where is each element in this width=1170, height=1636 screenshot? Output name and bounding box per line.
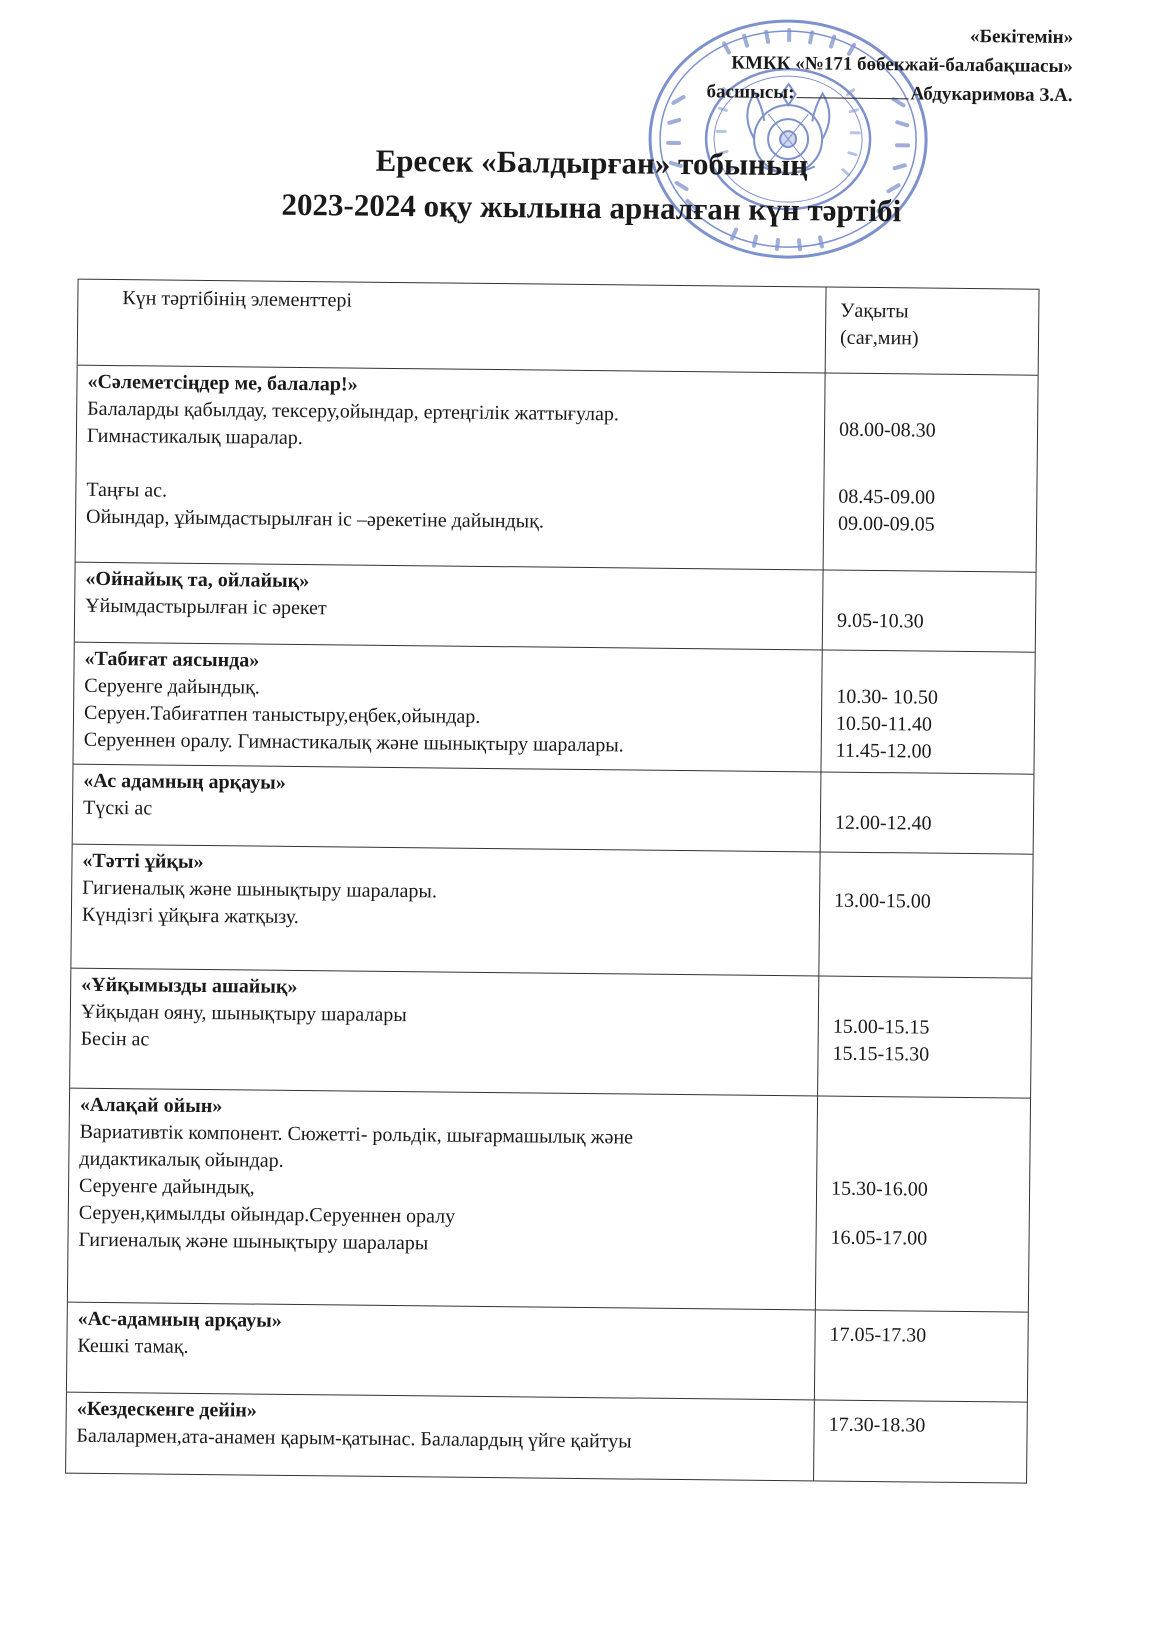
time-value: 13.00-15.00	[834, 889, 931, 913]
activity-line: Серуеннен оралу. Гимнастикалық және шынықтыру шаралары.	[83, 728, 624, 757]
activity-line: Серуен.Табиғатпен таныстыру,еңбек,ойындар.	[83, 701, 481, 728]
time-header-label: Уақыты	[840, 299, 909, 323]
time-cell	[814, 1400, 1027, 1482]
activity-heading: «Алақай ойын»	[79, 1093, 223, 1118]
time-value: 9.05-10.30	[836, 609, 924, 633]
activity-line: Ұйымдастырылған іс әрекет	[85, 594, 327, 620]
director-name: Абдукаримова З.А.	[910, 83, 1073, 107]
column-header-time	[826, 288, 1039, 375]
signature-line	[796, 83, 908, 99]
activity-cell	[74, 643, 823, 772]
activity-line: Серуен,қимылды ойындар.Серуеннен оралу	[78, 1201, 456, 1228]
time-value: 10.30- 10.50	[836, 685, 939, 709]
activity-line: Күндізгі ұйқыға жатқызу.	[81, 903, 299, 929]
time-cell	[815, 1310, 1028, 1401]
table-row	[76, 366, 1038, 573]
time-cell	[821, 650, 1034, 773]
table-row	[73, 765, 1034, 855]
activity-line: Таңғы ас.	[86, 478, 168, 502]
activity-cell	[68, 1089, 818, 1310]
director-label: басшысы:	[706, 81, 795, 104]
organization-name: КМКК «№171 бөбекжай-балабақшасы»	[731, 52, 1073, 78]
activity-line: Гигиеналық және шынықтыру шаралары	[78, 1228, 429, 1255]
activity-line: Гимнастикалық шаралар.	[86, 424, 303, 450]
time-value: 08.45-09.00	[838, 485, 936, 509]
time-header-unit: (сағ,мин)	[839, 326, 919, 350]
time-value: 16.05-17.00	[830, 1226, 928, 1250]
activity-line: Вариативтік компонент. Сюжетті- рольдік, шығармашылық және	[79, 1120, 634, 1149]
activity-line: Балаларды қабылдау, тексеру,ойындар, ертеңгілік жаттығулар.	[87, 397, 620, 426]
time-cell	[821, 772, 1034, 853]
time-value: 15.30-16.00	[830, 1177, 928, 1201]
activity-line: Серуенге дайындық.	[84, 674, 260, 699]
activity-line: Гигиеналық және шынықтыру шаралары.	[82, 876, 437, 903]
table-row	[75, 563, 1036, 653]
table-header-row	[78, 280, 1039, 376]
activity-cell	[70, 969, 819, 1096]
time-cell	[823, 570, 1036, 651]
time-cell	[818, 976, 1031, 1097]
time-cell	[819, 852, 1032, 977]
time-value: 10.50-11.40	[835, 712, 933, 736]
time-cell	[816, 1096, 1030, 1311]
time-value: 11.45-12.00	[835, 739, 932, 763]
table-row	[66, 1393, 1027, 1483]
approval-block	[706, 19, 1073, 110]
time-cell	[824, 373, 1038, 571]
activity-cell	[75, 563, 824, 650]
title-line-2: 2023-2024 оқу жылына арналған күн тәртібі	[281, 186, 902, 229]
activity-heading: «Кездескенге дейін»	[76, 1397, 258, 1422]
activity-line: Балалармен,ата-анамен қарым-қатынас. Балалардың үйге қайтуы	[76, 1424, 632, 1453]
activity-line: Бесін ас	[80, 1027, 150, 1051]
activity-line: Түскі ас	[82, 796, 153, 820]
activity-cell	[71, 845, 820, 976]
activity-cell	[66, 1393, 815, 1481]
activity-line: Ұйқыдан ояну, шынықтыру шаралары	[80, 1000, 407, 1027]
activity-heading: «Ойнайық та, ойлайық»	[85, 567, 310, 593]
table-row	[73, 643, 1034, 775]
column-header-elements: Күн тәртібінің элементтері	[78, 280, 827, 373]
time-value: 09.00-09.05	[837, 512, 935, 536]
activity-heading: «Ас адамның арқауы»	[83, 769, 286, 794]
time-value: 17.30-18.30	[828, 1413, 926, 1437]
approval-heading: «Бекітемін»	[969, 25, 1074, 49]
time-value: 08.00-08.30	[838, 418, 936, 442]
activity-heading: «Сәлеметсіңдер ме, балалар!»	[87, 370, 358, 396]
activity-line: Ойындар, ұйымдастырылған іс –әрекетіне дайындық.	[85, 505, 545, 533]
table-row	[67, 1303, 1028, 1403]
table-row	[68, 1089, 1030, 1313]
activity-heading: «Ас-адамның арқауы»	[77, 1307, 282, 1332]
time-value: 17.05-17.30	[829, 1323, 927, 1347]
table-row	[70, 969, 1031, 1099]
activity-heading: «Тәтті ұйқы»	[82, 849, 204, 874]
title-line-1: Ересек «Балдырған» тобының	[375, 142, 809, 183]
activity-line: Серуенге дайындық,	[78, 1174, 255, 1199]
director-line	[706, 77, 1072, 110]
time-value: 15.15-15.30	[832, 1042, 930, 1066]
activity-cell	[73, 765, 822, 852]
activity-cell	[67, 1303, 816, 1400]
time-value: 15.00-15.15	[832, 1015, 930, 1039]
activity-line: дидактикалық ойындар.	[79, 1147, 284, 1172]
document-title	[76, 135, 1107, 236]
activity-cell	[76, 366, 826, 570]
activity-heading: «Табиғат аясында»	[84, 647, 260, 672]
time-value: 12.00-12.40	[834, 811, 932, 835]
table-row	[71, 845, 1032, 979]
activity-heading: «Ұйқымызды ашайық»	[81, 973, 298, 998]
activity-line: Кешкі тамақ.	[77, 1334, 189, 1358]
schedule-table	[65, 279, 1039, 1484]
